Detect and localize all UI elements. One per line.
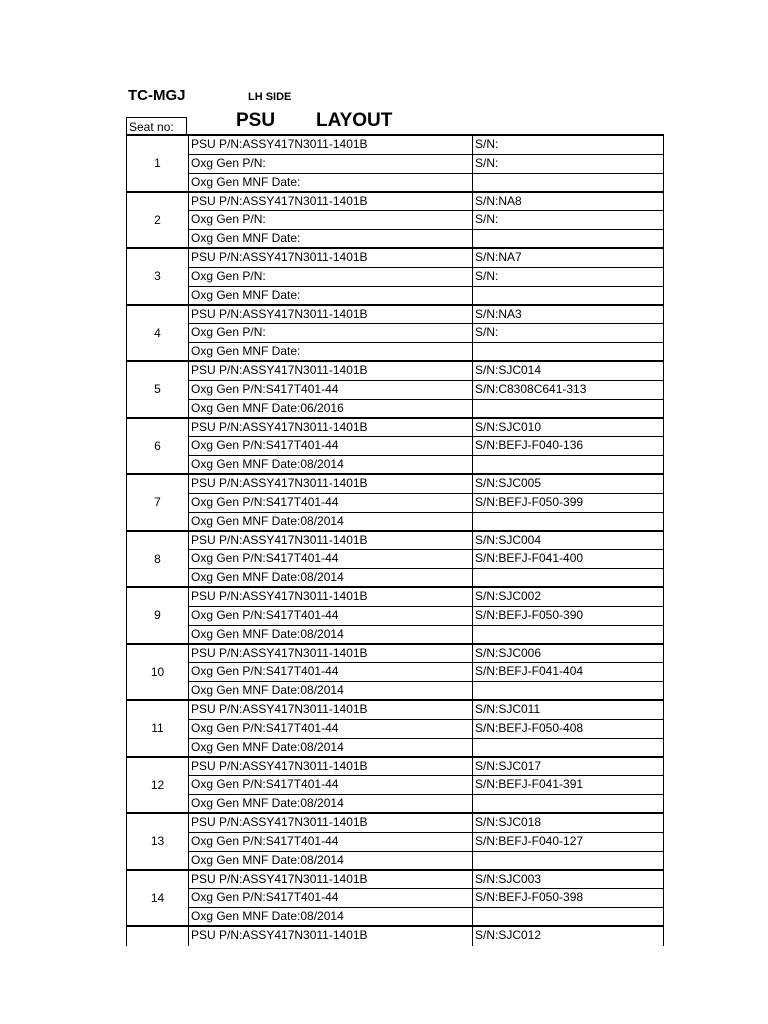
seat-group	[126, 812, 664, 871]
table-row	[189, 588, 663, 607]
part-number-cell: PSU P/N:ASSY417N3011-1401B	[189, 588, 473, 606]
part-number-cell: Oxg Gen P/N:	[189, 155, 473, 173]
seat-group	[126, 473, 664, 532]
seat-number: 14	[127, 871, 189, 926]
seat-number: 12	[127, 758, 189, 813]
part-number-cell: Oxg Gen MNF Date:08/2014	[189, 513, 473, 532]
serial-number-cell: S/N:SJC014	[475, 363, 542, 377]
serial-number-cell: S/N:	[475, 155, 499, 170]
part-number-cell: Oxg Gen P/N:S417T401-44	[189, 494, 473, 512]
part-number-cell: PSU P/N:ASSY417N3011-1401B	[189, 532, 473, 550]
part-number-cell: Oxg Gen MNF Date:	[189, 230, 473, 249]
table-row	[189, 927, 663, 946]
part-number-cell: Oxg Gen MNF Date:06/2016	[189, 400, 473, 419]
seat-group	[126, 643, 664, 702]
seat-group	[126, 530, 664, 589]
seat-group	[126, 360, 664, 419]
part-number-cell: Oxg Gen P/N:	[189, 268, 473, 286]
seat-number: 7	[127, 475, 189, 530]
serial-number-cell: S/N:SJC003	[475, 871, 542, 886]
table-row	[189, 475, 663, 494]
serial-number-cell: S/N:	[475, 212, 499, 227]
seat-number: 13	[127, 814, 189, 869]
serial-number-cell: S/N:SJC005	[475, 476, 542, 490]
table-row	[189, 701, 663, 720]
serial-number-cell: S/N:	[475, 137, 499, 151]
part-number-cell: PSU P/N:ASSY417N3011-1401B	[189, 475, 473, 493]
part-number-cell: Oxg Gen P/N:S417T401-44	[189, 720, 473, 738]
table-row	[189, 306, 663, 325]
serial-number-cell: S/N:SJC017	[475, 758, 542, 773]
serial-number-cell: S/N:BEFJ-F050-390	[475, 607, 584, 622]
seat-group	[126, 417, 664, 476]
part-number-cell: Oxg Gen P/N:S417T401-44	[189, 889, 473, 907]
serial-number-cell: S/N:NA8	[475, 193, 522, 208]
seat-group	[126, 756, 664, 815]
part-number-cell: Oxg Gen MNF Date:	[189, 174, 473, 193]
serial-number-cell: S/N:BEFJ-F041-391	[475, 777, 584, 792]
table-row	[189, 645, 663, 664]
seat-number: 4	[127, 306, 189, 361]
serial-number-cell: S/N:NA7	[475, 250, 522, 264]
table-row	[189, 532, 663, 551]
table-row	[189, 758, 663, 777]
side-label: LH SIDE	[248, 91, 292, 103]
serial-number-cell: S/N:C8308C641-313	[475, 381, 587, 396]
part-number-cell: Oxg Gen MNF Date:08/2014	[189, 795, 473, 814]
table-row	[189, 268, 663, 287]
seat-no-header: Seat no:	[126, 117, 187, 135]
part-number-cell: Oxg Gen MNF Date:08/2014	[189, 682, 473, 701]
part-number-cell: PSU P/N:ASSY417N3011-1401B	[189, 362, 473, 380]
part-number-cell: PSU P/N:ASSY417N3011-1401B	[189, 306, 473, 324]
seat-number: 6	[127, 419, 189, 474]
seat-group	[126, 304, 664, 363]
seat-group	[126, 699, 664, 758]
part-number-cell: Oxg Gen MNF Date:08/2014	[189, 739, 473, 758]
part-number-cell: PSU P/N:ASSY417N3011-1401B	[189, 927, 473, 946]
part-number-cell: Oxg Gen MNF Date:08/2014	[189, 569, 473, 588]
serial-number-cell: S/N:BEFJ-F041-404	[475, 664, 584, 679]
serial-number-cell: S/N:BEFJ-F041-400	[475, 551, 584, 566]
serial-number-cell: S/N:BEFJ-F040-127	[475, 833, 584, 848]
part-number-cell: Oxg Gen P/N:S417T401-44	[189, 437, 473, 455]
seat-number	[127, 927, 189, 946]
part-number-cell: Oxg Gen P/N:	[189, 324, 473, 342]
seat-number: 10	[127, 645, 189, 700]
part-number-cell: Oxg Gen MNF Date:	[189, 287, 473, 306]
serial-number-cell: S/N:SJC012	[475, 928, 542, 942]
table-row	[189, 776, 663, 795]
part-number-cell: PSU P/N:ASSY417N3011-1401B	[189, 645, 473, 663]
table-row	[189, 211, 663, 230]
table-row	[189, 381, 663, 400]
serial-number-cell: S/N:BEFJ-F050-399	[475, 494, 584, 509]
serial-number-cell: S/N:SJC006	[475, 645, 542, 660]
seat-group	[126, 247, 664, 306]
seat-number: 2	[127, 193, 189, 248]
table-row	[189, 136, 663, 155]
serial-number-cell: S/N:BEFJ-F050-398	[475, 890, 584, 905]
seat-group	[126, 134, 664, 193]
table-row	[189, 550, 663, 569]
table-row	[189, 494, 663, 513]
seat-number: 1	[127, 136, 189, 191]
seat-group	[126, 586, 664, 645]
part-number-cell: PSU P/N:ASSY417N3011-1401B	[189, 701, 473, 719]
seat-number: 9	[127, 588, 189, 643]
part-number-cell: PSU P/N:ASSY417N3011-1401B	[189, 814, 473, 832]
serial-number-cell: S/N:SJC002	[475, 589, 542, 603]
seat-group	[126, 925, 664, 946]
part-number-cell: Oxg Gen P/N:S417T401-44	[189, 833, 473, 851]
serial-number-cell: S/N:	[475, 268, 499, 283]
part-number-cell: PSU P/N:ASSY417N3011-1401B	[189, 871, 473, 889]
part-number-cell: Oxg Gen P/N:S417T401-44	[189, 381, 473, 399]
table-row	[189, 362, 663, 381]
page-title-layout: LAYOUT	[316, 110, 393, 131]
part-number-cell: Oxg Gen P/N:S417T401-44	[189, 607, 473, 625]
part-number-cell: Oxg Gen P/N:	[189, 211, 473, 229]
part-number-cell: Oxg Gen MNF Date:08/2014	[189, 456, 473, 475]
part-number-cell: Oxg Gen P/N:S417T401-44	[189, 550, 473, 568]
table-row	[189, 437, 663, 456]
part-number-cell: Oxg Gen MNF Date:	[189, 343, 473, 362]
table-row	[189, 193, 663, 212]
serial-number-cell: S/N:NA3	[475, 306, 522, 321]
table-row	[189, 889, 663, 908]
seat-number: 8	[127, 532, 189, 587]
table-row	[189, 155, 663, 174]
part-number-cell: Oxg Gen MNF Date:08/2014	[189, 908, 473, 927]
part-number-cell: Oxg Gen P/N:S417T401-44	[189, 663, 473, 681]
serial-number-cell: S/N:SJC018	[475, 815, 542, 829]
table-row	[189, 720, 663, 739]
part-number-cell: PSU P/N:ASSY417N3011-1401B	[189, 419, 473, 437]
registration-label: TC-MGJ	[128, 87, 186, 104]
seat-number: 3	[127, 249, 189, 304]
table-row	[189, 833, 663, 852]
page-title-psu: PSU	[236, 110, 276, 131]
seat-group	[126, 869, 664, 928]
seat-number: 11	[127, 701, 189, 756]
table-row	[189, 663, 663, 682]
serial-number-cell: S/N:BEFJ-F050-408	[475, 720, 584, 735]
part-number-cell: Oxg Gen MNF Date:08/2014	[189, 852, 473, 871]
part-number-cell: Oxg Gen MNF Date:08/2014	[189, 626, 473, 645]
serial-number-cell: S/N:SJC011	[475, 702, 541, 716]
serial-number-cell: S/N:SJC010	[475, 419, 542, 434]
table-row	[189, 814, 663, 833]
table-row	[189, 607, 663, 626]
serial-number-cell: S/N:	[475, 325, 499, 340]
part-number-cell: PSU P/N:ASSY417N3011-1401B	[189, 758, 473, 776]
serial-number-cell: S/N:SJC004	[475, 532, 542, 547]
seat-number: 5	[127, 362, 189, 417]
seat-group	[126, 191, 664, 250]
part-number-cell: PSU P/N:ASSY417N3011-1401B	[189, 249, 473, 267]
part-number-cell: PSU P/N:ASSY417N3011-1401B	[189, 193, 473, 211]
part-number-cell: PSU P/N:ASSY417N3011-1401B	[189, 136, 473, 154]
table-row	[189, 249, 663, 268]
serial-number-cell: S/N:BEFJ-F040-136	[475, 438, 584, 453]
table-row	[189, 324, 663, 343]
table-row	[189, 419, 663, 438]
table-row	[189, 871, 663, 890]
part-number-cell: Oxg Gen P/N:S417T401-44	[189, 776, 473, 794]
